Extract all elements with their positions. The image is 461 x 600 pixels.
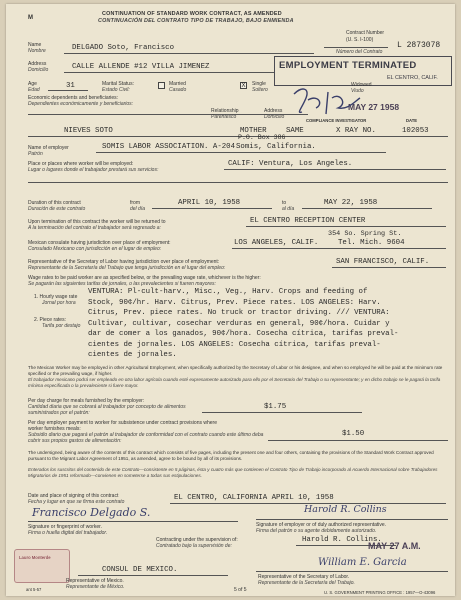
consul-title: CONSUL DE MEXICO. (102, 566, 178, 574)
contracting-label: Contracting under the supervision of: (156, 537, 238, 543)
beneficiary-relationship: MOTHER (240, 127, 267, 135)
contract-page (6, 4, 455, 596)
subsistence-label: Per day employer payment to worker for subsistence under contract provisions where worker furnishes meals: (28, 420, 217, 432)
employer-label: Name of employer (28, 145, 69, 151)
reception-center: EL CENTRO RECEPTION CENTER (250, 217, 366, 225)
wage-details (88, 287, 448, 361)
stamp-title: EMPLOYMENT TERMINATED (279, 60, 417, 71)
form-code: M (28, 15, 34, 21)
place-label-es: Lugar o lugares donde el trabajador prestará sus servicios: (28, 167, 159, 173)
worker-name: DELGADO Soto, Francisco (72, 44, 175, 52)
married-label-es: Casado (169, 87, 187, 93)
employer-po-box: P.O. Box 386 (238, 134, 286, 141)
marital-label-es: Estado Civil: (102, 87, 130, 93)
piece-label-es: Tarifa por destajo (42, 323, 81, 329)
wage-line: cientes de jornales. (88, 351, 177, 359)
agreement-text-es: Enterados los suscritos del contenido de este Contrato—consistente en 5 páginas, ésta y cuatro más que contienen el Contrato Tipo de Trabajo incorporado al Acuerdo Internacional sobre Trabajadores Migratorios de 1951 reformado—convienen en someterse a todas sus estipulaciones. (28, 467, 438, 478)
employer-signature-label-es: Firma del patrón o su agente debidamente autorizado. (256, 528, 377, 534)
worker-signature: Francisco Delgado S. (32, 506, 151, 519)
beneficiary-name: NIEVES SOTO (64, 127, 113, 135)
worker-address: CALLE ALLENDE #12 VILLA JIMENEZ (72, 63, 210, 71)
stamp-office: EL CENTRO, CALIF. (387, 75, 438, 81)
contract-number-sub: (U. S. I-100) (346, 37, 374, 43)
seal-text: Lauro Monterde (19, 555, 51, 560)
consulate-label: Mexican consulate having jurisdiction over place of employment: (28, 240, 171, 246)
contracting-supervisor: Harold R. Collins. (302, 536, 382, 544)
beneficiary-address: SAME (286, 127, 304, 135)
relationship-label-es: Parentesco (211, 114, 237, 120)
received-stamp: MAY 27 A.M. (368, 541, 421, 551)
place-label: Place or places where worker will be employed: (28, 161, 134, 167)
subsistence-payment: $1.50 (342, 430, 365, 438)
title-english: CONTINUATION OF STANDARD WORK CONTRACT, AS AMENDED (102, 11, 282, 17)
meals-label-es: Cantidad diaria que se cobrará al trabajador por concepto de alimentos suministrados por el patrón: (28, 404, 186, 416)
duration-to-label-es: al día (282, 206, 295, 212)
stamp-date-label: DATE (406, 118, 418, 123)
place-of-employment: CALIF: Ventura, Los Angeles. (228, 160, 353, 168)
hourly-label: 1. Hourly wage rate (34, 294, 78, 300)
duration-from-label-es: del día (130, 206, 146, 212)
mexico-rep-label: Representative of Mexico. (66, 578, 124, 584)
widowed-label: Widowed (351, 82, 372, 88)
wage-line: cientes de jornales. LOS ANGELES: Cosecha cítrica, tarifas preval- (88, 340, 381, 349)
address-label: Address (28, 61, 47, 67)
page-number: 5 of 5 (234, 587, 247, 593)
signing-place-date: EL CENTRO, CALIFORNIA APRIL 10, 1958 (174, 494, 334, 502)
address2-label-es: Domicilio (264, 114, 285, 120)
meals-label: Per day charge for meals furnished by the employer: (28, 398, 145, 404)
labor-rep-label: Representative of the Secretary of Labor having jurisdiction over place of employment: (28, 259, 220, 265)
economic-dependents-label: Economic dependents and beneficiaries: (28, 95, 119, 101)
married-label: Married (169, 81, 186, 87)
single-label: Single (252, 81, 266, 87)
duration-from-label: from (130, 200, 140, 206)
employer-name: SOMIS LABOR ASSOCIATION. A-204 (102, 143, 236, 151)
contract-number: L 2873078 (397, 41, 441, 50)
stamp-investigator-label: COMPLIANCE INVESTIGATOR (306, 118, 367, 123)
hourly-label-es: Jornal por hora (42, 300, 76, 306)
return-label-es: A la terminación del contrato el trabajador será regresado a: (28, 225, 161, 231)
consulate-address: 354 So. Spring St. (328, 230, 402, 238)
name-label-es: Nombre (28, 48, 46, 54)
consulate-seal-stamp (14, 549, 70, 583)
contract-number-label-es: Número del Contrato (336, 49, 383, 55)
relationship-label: Relationship (211, 108, 239, 114)
return-label: Upon termination of this contract the worker will be returned to (28, 219, 166, 225)
marital-label: Marital Status: (102, 81, 134, 87)
labor-secretary-rep-label: Representative of the Secretary of Labor. (258, 574, 350, 580)
duration-to: MAY 22, 1958 (324, 199, 378, 207)
widowed-label-es: Viudo (351, 88, 364, 94)
wage-line: dar de comer a los ganados, 90¢/hora. Cosecha cítrica, tarifas preval- (88, 330, 399, 338)
address-label-es: Domicilio (28, 67, 49, 73)
consulate-telephone: Tel. Mich. 9604 (338, 239, 405, 247)
employer-city: Somis, California. (236, 143, 316, 151)
printer-line: U. S. GOVERNMENT PRINTING OFFICE : 1957—O-43096 (324, 590, 436, 595)
title-spanish: CONTINUACIÓN DEL CONTRATO TIPO DE TRABAJO, BAJO ENMIENDA (98, 18, 294, 24)
mexican-worker-provision-es: El trabajador mexicano podrá ser empleado en otra labor agrícola cuando esté expresamente autorizado para ello por el Secretario del Trabajo o su representante; y en dicho trabajo se le pagará la tarifa mínima especificada o la prevaleciente si fuere mayor. (28, 377, 441, 388)
subsistence-label-es: Subsidio diario que pagará el patrón al trabajador de conformidad con el contrato cuando este último deba cubrir sus propios gastos de alimentación: (28, 432, 264, 444)
consulate-label-es: Consulado Mexicano con jurisdicción en el lugar de empleo: (28, 246, 162, 252)
worker-signature-label-es: Firma o huella digital del trabajador. (28, 530, 108, 536)
worker-signature-label: Signature or fingerprint of worker. (28, 524, 102, 530)
mexico-rep-label-es: Representante de México. (66, 584, 125, 590)
labor-rep-signature: William E. Garcia (318, 557, 407, 568)
labor-rep-label-es: Representante de la Secretaría del Trabajo que tenga jurisdicción en el lugar del empleo: (28, 265, 226, 271)
married-checkbox (158, 82, 165, 89)
duration-to-label: to (282, 200, 287, 206)
xray-label: X RAY NO. (336, 127, 376, 135)
consulate-city: LOS ANGELES, CALIF. (234, 239, 319, 247)
wage-intro: Wage rates to be paid worker are as specified below, or the prevailing wage rate, whichever is the higher: (28, 275, 261, 281)
mexican-worker-provision: The Mexican Worker may be employed in other Agricultural Employment, when specifically authorized by the Secretary of Labor or his designee, and when so employed he will be paid at the minimum rate specified or the prevailing wage, if higher. (28, 365, 443, 376)
address2-label: Address (264, 108, 283, 114)
form-reference: ant 5-57 (26, 587, 42, 592)
employer-signature: Harold R. Collins (304, 504, 387, 515)
single-label-es: Soltero (252, 87, 268, 93)
employer-signature-label: Signature of employer or of duly authorized representative. (256, 522, 387, 528)
piece-label: 2. Piece rates: (34, 317, 66, 323)
xray-number: 102053 (402, 127, 429, 135)
single-checkbox: X (241, 83, 246, 89)
employer-label-es: Patrón (28, 151, 43, 157)
meals-charge: $1.75 (264, 403, 287, 411)
stamp-date: MAY 27 1958 (348, 102, 400, 112)
wage-line: Stock, 90¢/hr. Harv. Citrus, Prev. Piece rates. LOS ANGELES: Harv. (88, 298, 381, 307)
age-label-es: Edad (28, 87, 40, 93)
duration-label-es: Duración de este contrato (28, 206, 86, 212)
agreement-text: The undersigned, being aware of the contents of this contract which consists of five pages, including the present one and four others, containing the provisions of the Standard Work Contract approved pursuant to the Migrant Labor Agreement of 1951, as amended, agree to be bound by all of its provisions. (28, 450, 434, 461)
contract-number-label: Contract Number (346, 30, 385, 36)
signing-date-label-es: Fecha y lugar en que se firma este contrato (28, 499, 125, 505)
contracting-label-es: Contratado bajo la supervisión de: (156, 543, 232, 549)
labor-rep-place: SAN FRANCISCO, CALIF. (336, 258, 430, 266)
age-label: Age (28, 81, 37, 87)
labor-secretary-rep-label-es: Representante de la Secretaría del Trabajo. (258, 580, 355, 586)
worker-age: 31 (66, 82, 75, 90)
wage-line: Citrus, Prev. piece rates. No truck or tractor driving. /// VENTURA: (88, 309, 390, 317)
signing-date-label: Date and place of signing of this contract (28, 493, 119, 499)
duration-from: APRIL 10, 1958 (178, 199, 241, 207)
economic-dependents-label-es: Dependientes económicamente y beneficiarios: (28, 101, 134, 107)
name-label: Name (28, 42, 42, 48)
wage-intro-es: Se pagarán las siguientes tarifas de jornales, o las prevalecientes si fueren mayores: (28, 281, 216, 287)
wage-line: Cultivar, cultivar, cosechar verduras en general, 90¢/hora. Cuidar y (88, 319, 390, 328)
wage-line: VENTURA: Pl-cult-harv., Misc., Veg., Harv. Crops and feeding of (88, 288, 368, 296)
duration-label: Duration of this contract (28, 200, 81, 206)
